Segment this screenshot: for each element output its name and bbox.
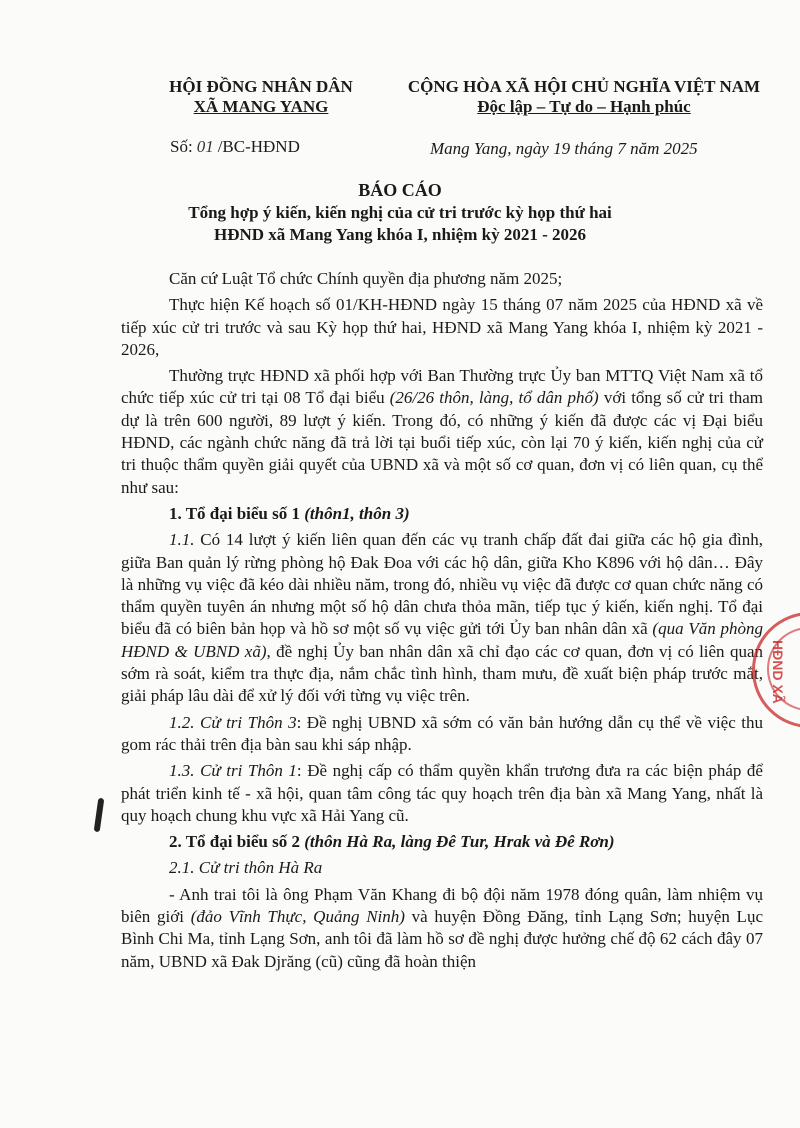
item-number: 1.1. [169,530,195,550]
text: 1. Tổ đại biểu số 1 [169,503,305,523]
document-type: BÁO CÁO [358,180,442,200]
document-subject-line1: Tổng hợp ý kiến, kiến nghị của cử tri trước kỳ họp thứ hai [188,203,612,222]
text: Thường trực HĐND xã phối hợp với Ban Thường trực Ủy ban MTTQ Việt Nam xã tổ chức tiếp xúc cử tri tại 08 Tổ đại biểu [121,366,763,408]
doc-number-handwritten: 01 [196,137,214,156]
text: với tổng số cử tri tham dự là trên 600 người, 89 lượt ý kiến. Trong đó, có những ý kiến đã được các vị Đại biểu HĐND, các ngành chức năng đã trả lời tại buổi tiếp xúc, còn lại 70 ý kiến, kiến nghị của cử tri thuộc thẩm quyền giải quyết của UBND xã và một số cơ quan, đơn vị có liên quan, cụ thể như sau: [121,388,763,497]
org-name-line2: XÃ MANG YANG [193,97,329,116]
paragraph: Thực hiện Kế hoạch số 01/KH-HĐND ngày 15 tháng 07 năm 2025 của HĐND xã về tiếp xúc cử tri trước và sau Kỳ họp thứ hai, HĐND xã Mang Yang khóa I, nhiệm kỳ 2021 - 2026, [121,295,763,359]
section-heading [121,503,763,525]
document-number [170,137,300,157]
text: , đề nghị Ủy ban nhân dân xã chỉ đạo các cơ quan, đơn vị có liên quan sớm rà soát, kiểm tra thực địa, nắm chắc tình hình, tham mưu, đề xuất biện pháp trước mắt, giải pháp lâu dài để xử lý đối với từng vụ việc trên. [121,641,763,706]
text-italic: (thôn1, thôn 3) [304,503,410,523]
doc-number-suffix: /BC-HĐND [217,137,300,156]
text: và huyện Đồng Đăng, tỉnh Lạng Sơn; huyện Lục Bình Chi Ma, tỉnh Lạng Sơn, anh tôi đã làm hồ sơ đề nghị được hưởng chế độ 62 cách đây 07 năm, UBND xã Đak Djrăng (cũ) cũng đã hoàn thiện [121,907,763,971]
paragraph: Căn cứ Luật Tổ chức Chính quyền địa phương năm 2025; [169,269,563,288]
paragraph [121,712,763,757]
text: Có 14 lượt ý kiến liên quan đến các vụ tranh chấp đất đai giữa các hộ gia đình, giữa Ban quản lý rừng phòng hộ Đak Đoa với các hộ dân, giữa Kho K896 với hộ dân… Đây là những vụ việc đã kéo dài nhiều năm, trong đó, nhiều vụ việc đã được cơ quan chức năng có thẩm quyền tuyên án nhưng một số hộ dân chưa thỏa mãn, tiếp tục ý kiến, kiến nghị. Tổ đại biểu đã có biên bản họp và hồ sơ một số vụ việc gửi tới Ủy ban nhân dân xã [121,530,763,639]
paragraph [121,365,763,499]
document-body [121,268,763,977]
paragraph [121,760,763,827]
seal-text: HĐND XÃ [770,640,786,704]
paragraph [121,529,763,707]
section-heading [121,831,763,853]
text: 2. Tổ đại biểu số 2 [169,832,305,852]
item-label: 1.2. Cử tri Thôn 3 [169,712,297,732]
country-name: CỘNG HÒA XÃ HỘI CHỦ NGHĨA VIỆT NAM [407,77,761,96]
org-name-line1: HỘI ĐỒNG NHÂN DÂN [169,77,353,96]
national-motto: Độc lập – Tự do – Hạnh phúc [477,97,691,116]
text: : Đề nghị UBND xã sớm có văn bản hướng dẫn cụ thể về việc thu gom rác thải trên địa bàn sau khi sáp nhập. [121,712,763,754]
document-subject-line2: HĐND xã Mang Yang khóa I, nhiệm kỳ 2021 - 2026 [214,225,586,244]
text-italic: (qua Văn phòng HĐND & UBND xã) [121,619,763,661]
document-date: Mang Yang, ngày 19 tháng 7 năm 2025 [430,139,698,158]
text: : Đề nghị cấp có thẩm quyền khẩn trương đưa ra các biện pháp để phát triển kinh tế - xã hội, quan tâm công tác quy hoạch trên địa bàn xã Mang Yang, nhất là quy hoạch chung khu vực xã Hải Yang cũ. [121,761,763,825]
text-italic: (26/26 thôn, làng, tổ dân phố) [389,388,599,408]
paragraph [121,884,763,973]
handwritten-mark [94,798,105,833]
text: - Anh trai tôi là ông Phạm Văn Khang đi bộ đội năm 1978 đóng quân, làm nhiệm vụ biên giới [121,884,763,927]
item-label: 1.3. Cử tri Thôn 1 [169,761,297,781]
doc-number-label: Số: [170,137,193,156]
issuing-org [146,77,376,117]
text-italic: (thôn Hà Ra, làng Đê Tur, Hrak và Đê Rơn) [304,832,615,852]
national-header [378,77,790,117]
text-italic: (đảo Vĩnh Thực, Quảng Ninh) [190,907,405,927]
subsection-heading: 2.1. Cử tri thôn Hà Ra [169,858,323,878]
